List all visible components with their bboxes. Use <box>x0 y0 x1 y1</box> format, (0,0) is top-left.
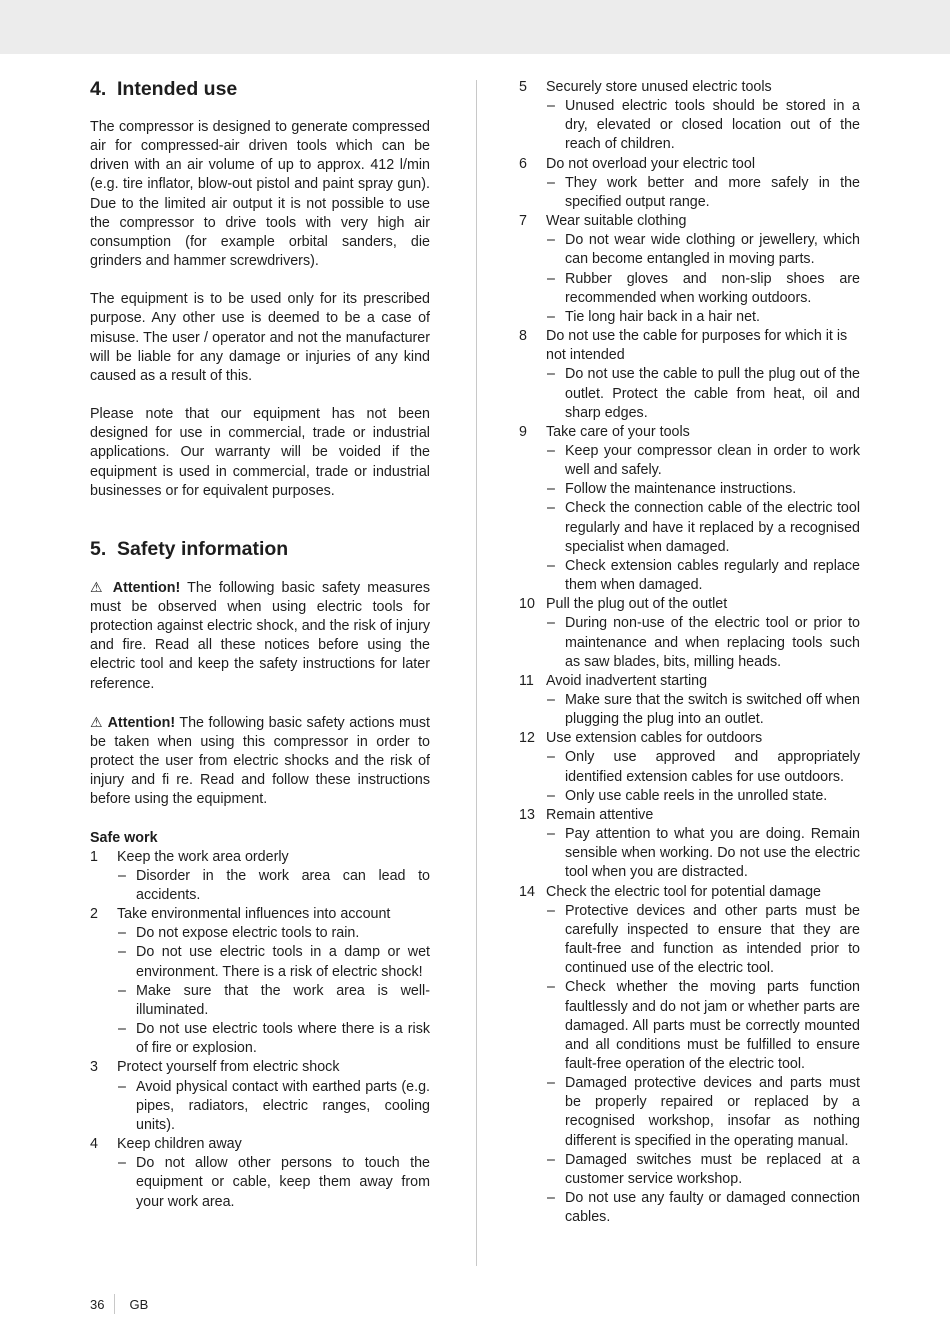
dash-bullet-icon: – <box>547 749 555 766</box>
sub-item <box>547 614 860 671</box>
dash-bullet-icon: – <box>547 481 555 498</box>
sub-item <box>547 442 860 480</box>
sub-item-text: Damaged switches must be replaced at a customer service workshop. <box>565 1151 860 1187</box>
item-title: Do not overload your electric tool <box>546 155 756 172</box>
dash-bullet-icon: – <box>547 692 555 708</box>
list-item <box>519 595 860 614</box>
sub-item <box>547 825 860 882</box>
paragraph: The compressor is designed to generate compressed air for compressed-air driven tools which can be driven with an air volume of up to approx. 412 l/min (e.g. tire inflator, blow-out pistol and paint spray gun). Due to the limited air output it is not possible to use the compressor to drive tools with very high air consumption (for example orbital sanders, die grinders and hammer screwdrivers). <box>90 119 430 270</box>
item-number: 14 <box>519 883 535 900</box>
sub-item-text: Pay attention to what you are doing. Remain sensible when working. Do not use the electric tool when you are distracted. <box>565 826 860 881</box>
sub-item <box>547 978 860 1074</box>
dash-bullet-icon: – <box>547 442 555 459</box>
sub-item-text: Do not use electric tools in a damp or wet environment. There is a risk of electric shock! <box>136 944 430 980</box>
dash-bullet-icon: – <box>547 232 555 249</box>
dash-bullet-icon: – <box>547 500 555 517</box>
dash-bullet-icon: – <box>547 557 555 574</box>
language-code: GB <box>129 1296 149 1312</box>
list-item <box>519 729 860 748</box>
list-item <box>519 327 860 365</box>
list-item <box>519 423 860 442</box>
sub-item <box>118 1078 430 1135</box>
page-number: 36 <box>90 1296 105 1312</box>
item-number: 6 <box>519 155 527 172</box>
sub-item-text: Avoid physical contact with earthed parts (e.g. pipes, radiators, electric ranges, cooling units). <box>136 1078 430 1133</box>
sub-item <box>547 231 860 269</box>
section-title: Safety information <box>117 537 289 560</box>
section-5-heading <box>90 538 430 560</box>
dash-bullet-icon: – <box>118 1078 126 1095</box>
list-item <box>519 883 860 902</box>
section-number: 5. <box>90 537 107 560</box>
sub-item <box>547 480 860 499</box>
sub-item <box>547 787 860 806</box>
paragraph: The equipment is to be used only for its prescribed purpose. Any other use is deemed to be a case of misuse. The user / operator and not the manufacturer will be liable for any damage or injuries of any kind caused as a result of this. <box>90 291 430 384</box>
sub-item <box>118 1020 430 1058</box>
item-title: Use extension cables for outdoors <box>546 730 763 747</box>
sub-item <box>118 982 430 1020</box>
sub-item-text: Protective devices and other parts must be carefully inspected to ensure that they are fault-free and function as intended prior to continued use of the electric tool. <box>565 902 860 977</box>
dash-bullet-icon: – <box>547 826 555 843</box>
item-number: 5 <box>519 79 527 95</box>
dash-bullet-icon: – <box>118 1155 126 1172</box>
item-number: 10 <box>519 596 535 613</box>
item-number: 12 <box>519 730 535 747</box>
list-item <box>90 1135 430 1154</box>
sub-item-text: They work better and more safely in the specified output range. <box>565 174 860 210</box>
list-item <box>90 905 430 924</box>
list-item <box>519 672 860 691</box>
attention-label: Attention! <box>112 579 181 596</box>
dash-bullet-icon: – <box>547 174 555 191</box>
top-bar <box>0 0 950 54</box>
dash-bullet-icon: – <box>547 1075 555 1092</box>
sub-item <box>118 1154 430 1211</box>
list-item <box>90 848 430 867</box>
warning-triangle-icon: ⚠ <box>90 578 106 595</box>
dash-bullet-icon: – <box>118 982 126 999</box>
sub-item <box>118 924 430 943</box>
sub-item-text: Do not allow other persons to touch the equipment or cable, keep them away from your work area. <box>136 1155 430 1210</box>
sub-item-text: Unused electric tools should be stored in a dry, elevated or closed location out of the reach of children. <box>565 98 860 153</box>
item-number: 2 <box>90 906 98 923</box>
dash-bullet-icon: – <box>118 867 126 884</box>
sub-item-text: Make sure that the switch is switched off when plugging the plug into an outlet. <box>565 692 860 728</box>
dash-bullet-icon: – <box>547 615 555 632</box>
sub-item <box>547 308 860 327</box>
column-divider <box>476 80 477 1266</box>
list-item <box>519 78 860 97</box>
dash-bullet-icon: – <box>547 270 555 287</box>
item-number: 4 <box>90 1136 98 1153</box>
item-title: Remain attentive <box>546 806 654 823</box>
sub-item <box>547 902 860 979</box>
sub-item-text: Make sure that the work area is well-illuminated. <box>136 982 430 1018</box>
sub-item-text: Do not wear wide clothing or jewellery, which can become entangled in moving parts. <box>565 232 860 268</box>
dash-bullet-icon: – <box>547 902 555 919</box>
dash-bullet-icon: – <box>547 1190 555 1207</box>
item-number: 9 <box>519 423 527 440</box>
sub-item <box>547 557 860 595</box>
sub-item <box>547 174 860 212</box>
safe-work-heading: Safe work <box>90 829 158 846</box>
dash-bullet-icon: – <box>547 979 555 996</box>
list-item <box>519 212 860 231</box>
sub-item-text: Damaged protective devices and parts must be properly repaired or replaced by a recognised workshop, insofar as nothing different is specified in the operating manual. <box>565 1075 860 1149</box>
sub-item <box>547 748 860 786</box>
sub-item-text: Disorder in the work area can lead to accidents. <box>136 867 430 903</box>
sub-item-text: Do not use any faulty or damaged connection cables. <box>565 1190 860 1226</box>
sub-item <box>547 1189 860 1227</box>
section-title: Intended use <box>117 78 238 100</box>
item-number: 1 <box>90 848 98 865</box>
sub-item-text: Do not expose electric tools to rain. <box>136 925 360 942</box>
sub-item <box>118 867 430 905</box>
left-column <box>90 78 430 1212</box>
dash-bullet-icon: – <box>118 944 126 961</box>
item-title: Do not use the cable for purposes for which it is not intended <box>546 328 848 364</box>
sub-item <box>547 97 860 154</box>
sub-item-text: During non-use of the electric tool or prior to maintenance and when replacing tools such as saw blades, bits, milling heads. <box>565 615 860 670</box>
item-title: Avoid inadvertent starting <box>546 672 708 689</box>
list-item <box>519 155 860 174</box>
sub-item-text: Do not use electric tools where there is a risk of fire or explosion. <box>136 1021 430 1057</box>
section-number: 4. <box>90 78 107 100</box>
item-title: Check the electric tool for potential damage <box>546 883 821 900</box>
list-item <box>90 1058 430 1077</box>
dash-bullet-icon: – <box>118 925 126 942</box>
sub-item <box>547 1074 860 1151</box>
item-title: Take care of your tools <box>546 423 690 440</box>
sub-item <box>547 270 860 308</box>
item-number: 13 <box>519 806 535 823</box>
sub-item-text: Only use approved and appropriately identified extension cables for use outdoors. <box>565 749 860 785</box>
sub-item-text: Do not use the cable to pull the plug out of the outlet. Protect the cable from heat, oil and sharp edges. <box>565 366 860 421</box>
dash-bullet-icon: – <box>547 787 555 804</box>
attention-paragraph <box>90 578 430 694</box>
dash-bullet-icon: – <box>547 308 555 325</box>
dash-bullet-icon: – <box>547 98 555 115</box>
sub-item-text: Follow the maintenance instructions. <box>565 481 797 498</box>
item-number: 7 <box>519 213 527 230</box>
item-title: Take environmental influences into account <box>117 906 391 923</box>
attention-text: The following basic safety measures must be observed when using electric tools for protection against electric shock, and the risk of injury and fire. Read all these notices before using the electric tool and keep the safety instructions for later reference. <box>90 579 430 692</box>
sub-item-text: Rubber gloves and non-slip shoes are recommended when working outdoors. <box>565 270 860 306</box>
item-title: Keep the work area orderly <box>117 848 289 865</box>
item-number: 8 <box>519 328 527 345</box>
item-title: Securely store unused electric tools <box>546 79 772 95</box>
sub-item-text: Check the connection cable of the electric tool regularly and have it replaced by a recognised specialist when damaged. <box>565 500 860 555</box>
sub-item <box>547 365 860 422</box>
item-number: 11 <box>519 672 534 689</box>
safety-list <box>90 848 430 1212</box>
item-title: Keep children away <box>117 1136 242 1153</box>
sub-item-text: Only use cable reels in the unrolled state. <box>565 787 828 804</box>
item-number: 3 <box>90 1059 98 1076</box>
paragraph: Please note that our equipment has not been designed for use in commercial, trade or industrial applications. Our warranty will be voided if the equipment is used in commercial, trade or industrial businesses or for equivalent purposes. <box>90 406 430 499</box>
page-footer <box>90 1294 148 1314</box>
item-title: Wear suitable clothing <box>546 213 687 230</box>
attention-text: The following basic safety actions must be taken when using this compressor in order to protect the user from electric shocks and the risk of injury and fi re. Read and follow these instructions before using the equipment. <box>90 714 430 808</box>
dash-bullet-icon: – <box>547 366 555 383</box>
sub-item-text: Keep your compressor clean in order to work well and safely. <box>565 442 860 479</box>
sub-item-text: Tie long hair back in a hair net. <box>565 308 760 325</box>
dash-bullet-icon: – <box>118 1021 126 1038</box>
right-column <box>519 78 860 1227</box>
footer-divider <box>114 1294 115 1314</box>
sub-item <box>118 943 430 981</box>
list-item <box>519 806 860 825</box>
attention-paragraph <box>90 713 430 810</box>
warning-triangle-icon: ⚠ <box>90 713 104 730</box>
item-title: Protect yourself from electric shock <box>117 1059 340 1076</box>
attention-label: Attention! <box>107 714 176 731</box>
sub-item-text: Check extension cables regularly and replace them when damaged. <box>565 557 860 594</box>
safety-list <box>519 78 860 1227</box>
sub-item <box>547 1151 860 1189</box>
item-title: Pull the plug out of the outlet <box>546 596 728 613</box>
sub-item-text: Check whether the moving parts function faultlessly and do not jam or whether parts are damaged. All parts must be correctly mounted and all conditions must be fulfilled to ensure fault-free operation of the electric tool. <box>565 979 860 1072</box>
section-4-heading <box>90 78 430 100</box>
sub-item <box>547 691 860 729</box>
sub-item <box>547 499 860 556</box>
dash-bullet-icon: – <box>547 1151 555 1168</box>
